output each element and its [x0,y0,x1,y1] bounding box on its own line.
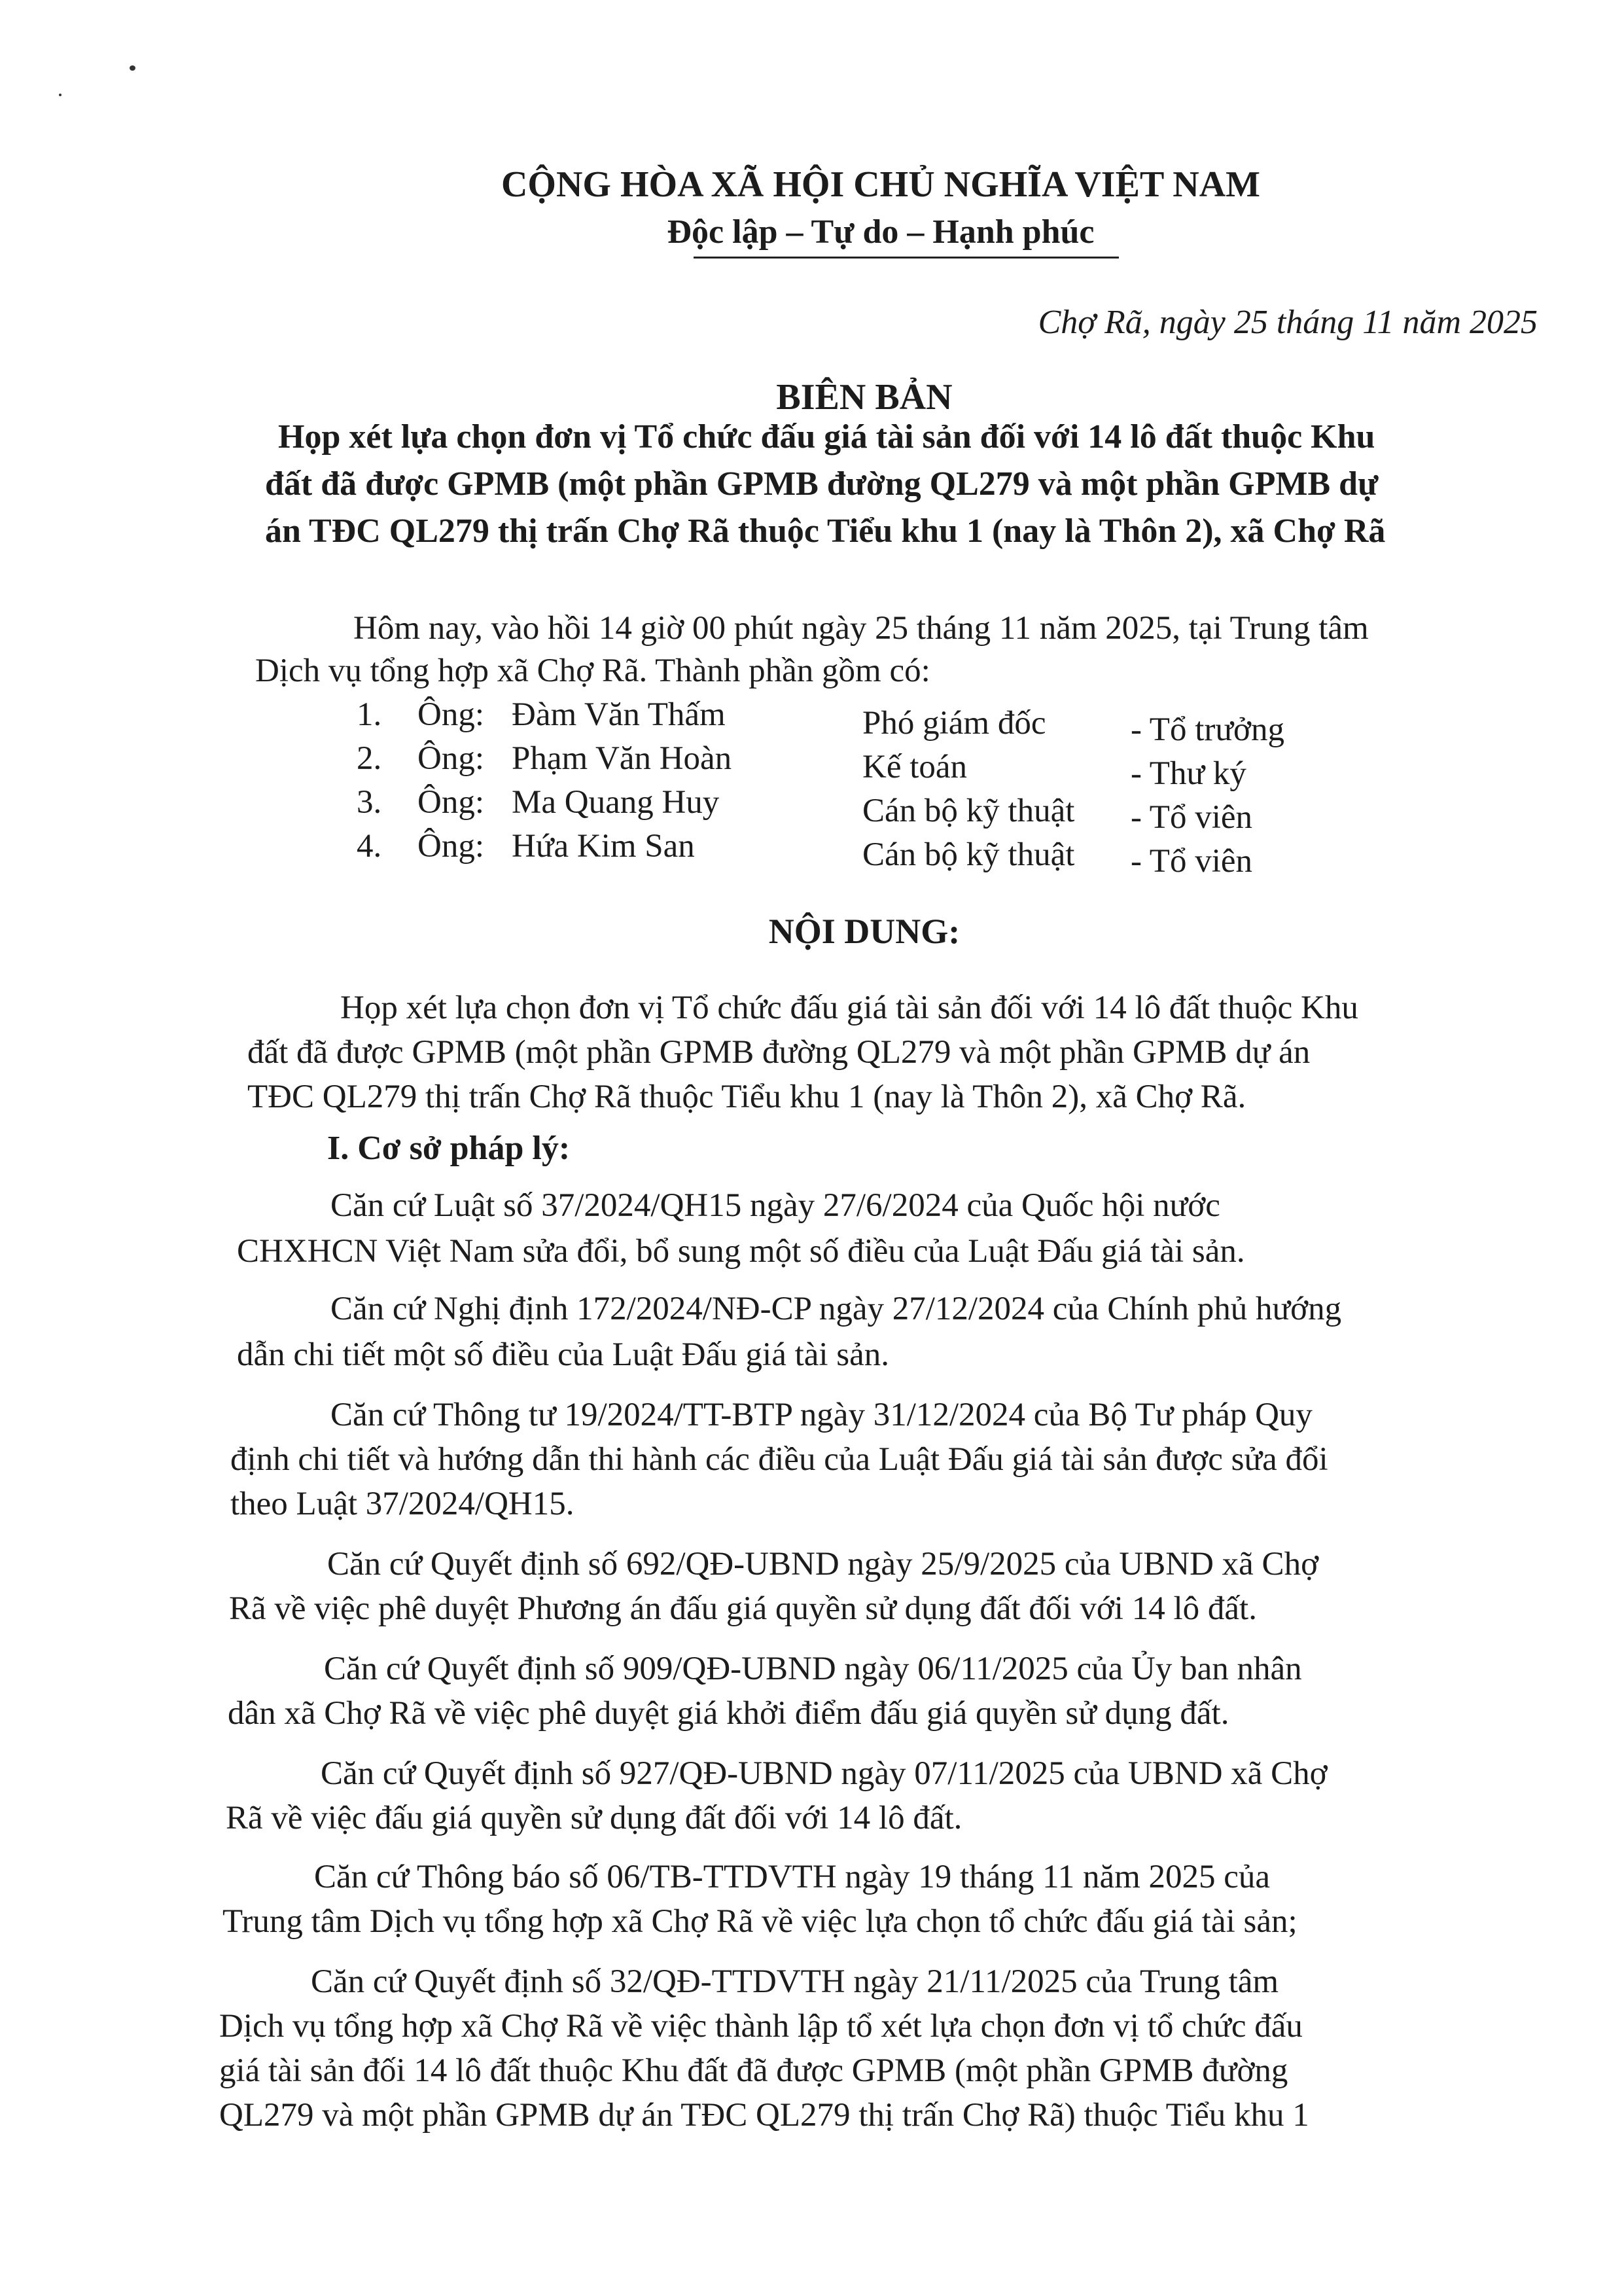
legal-item-line: theo Luật 37/2024/QH15. [230,1486,574,1522]
legal-item-line: Căn cứ Quyết định số 32/QĐ-TTDVTH ngày 21/11/2025 của Trung tâm [311,1963,1279,2000]
legal-item-line: Căn cứ Quyết định số 692/QĐ-UBND ngày 25/9/2025 của UBND xã Chợ [327,1546,1319,1582]
legal-item-line: dân xã Chợ Rã về việc phê duyệt giá khởi điểm đấu giá quyền sử dụng đất. [228,1695,1229,1732]
content-heading: NỘI DUNG: [768,912,961,951]
member-title: Ông: [417,696,484,733]
scan-speck [59,94,62,96]
intro-line: Hôm nay, vào hồi 14 giờ 00 phút ngày 25 tháng 11 năm 2025, tại Trung tâm [353,610,1369,647]
member-name: Hứa Kim San [512,828,695,865]
legal-item-line: Dịch vụ tổng hợp xã Chợ Rã về việc thành lập tổ xét lựa chọn đơn vị tổ chức đấu [219,2008,1303,2045]
scan-speck [130,65,135,71]
legal-item-line: Trung tâm Dịch vụ tổng hợp xã Chợ Rã về việc lựa chọn tổ chức đấu giá tài sản; [222,1903,1297,1940]
country-name: CỘNG HÒA XÃ HỘI CHỦ NGHĨA VIỆT NAM [501,164,1261,205]
document-title: BIÊN BẢN [776,377,953,418]
member-position: Cán bộ kỹ thuật [862,836,1075,873]
legal-item-line: định chi tiết và hướng dẫn thi hành các điều của Luật Đấu giá tài sản được sửa đổi [230,1441,1328,1478]
member-number: 4. [357,828,382,865]
member-role: - Tổ viên [1131,799,1253,836]
member-role: - Tổ trưởng [1131,711,1284,748]
motto-underline [694,257,1119,259]
member-name: Phạm Văn Hoàn [512,740,732,777]
motto: Độc lập – Tự do – Hạnh phúc [667,213,1095,251]
document-subtitle-line: đất đã được GPMB (một phần GPMB đường QL279 và một phần GPMB dự [265,465,1379,503]
content-line: TĐC QL279 thị trấn Chợ Rã thuộc Tiểu khu 1 (nay là Thôn 2), xã Chợ Rã. [247,1079,1246,1115]
member-position: Phó giám đốc [862,705,1046,742]
legal-item-line: Căn cứ Thông báo số 06/TB-TTDVTH ngày 19 tháng 11 năm 2025 của [314,1859,1271,1895]
member-name: Ma Quang Huy [512,784,720,821]
content-line: đất đã được GPMB (một phần GPMB đường QL279 và một phần GPMB dự án [247,1034,1311,1071]
member-title: Ông: [417,828,484,865]
member-role: - Tổ viên [1131,843,1253,880]
legal-item-line: Căn cứ Luật số 37/2024/QH15 ngày 27/6/2024 của Quốc hội nước [330,1187,1220,1224]
member-number: 1. [357,696,382,733]
legal-item-line: Căn cứ Quyết định số 909/QĐ-UBND ngày 06/11/2025 của Ủy ban nhân [324,1651,1302,1687]
legal-item-line: Căn cứ Nghị định 172/2024/NĐ-CP ngày 27/12/2024 của Chính phủ hướng [330,1291,1342,1327]
legal-item-line: Rã về việc đấu giá quyền sử dụng đất đối với 14 lô đất. [226,1800,962,1836]
content-line: Họp xét lựa chọn đơn vị Tổ chức đấu giá tài sản đối với 14 lô đất thuộc Khu [340,990,1358,1026]
member-name: Đàm Văn Thấm [512,696,726,733]
intro-line: Dịch vụ tổng hợp xã Chợ Rã. Thành phần gồm có: [255,652,930,689]
member-position: Kế toán [862,749,968,785]
member-number: 3. [357,784,382,821]
member-role: - Thư ký [1131,755,1246,792]
legal-item-line: CHXHCN Việt Nam sửa đổi, bổ sung một số điều của Luật Đấu giá tài sản. [237,1233,1245,1270]
document-subtitle-line: Họp xét lựa chọn đơn vị Tổ chức đấu giá tài sản đối với 14 lô đất thuộc Khu [278,418,1375,456]
legal-item-line: dẫn chi tiết một số điều của Luật Đấu giá tài sản. [237,1336,890,1373]
legal-item-line: Căn cứ Quyết định số 927/QĐ-UBND ngày 07/11/2025 của UBND xã Chợ [321,1755,1328,1792]
member-position: Cán bộ kỹ thuật [862,793,1075,829]
place-date: Chợ Rã, ngày 25 tháng 11 năm 2025 [1038,304,1538,341]
legal-item-line: QL279 và một phần GPMB dự án TĐC QL279 thị trấn Chợ Rã) thuộc Tiểu khu 1 [219,2097,1309,2134]
section-heading-legal-basis: I. Cơ sở pháp lý: [327,1130,571,1167]
legal-item-line: giá tài sản đối 14 lô đất thuộc Khu đất đã được GPMB (một phần GPMB đường [219,2052,1288,2089]
document-subtitle-line: án TĐC QL279 thị trấn Chợ Rã thuộc Tiểu khu 1 (nay là Thôn 2), xã Chợ Rã [265,512,1386,550]
legal-item-line: Căn cứ Thông tư 19/2024/TT-BTP ngày 31/12/2024 của Bộ Tư pháp Quy [330,1397,1313,1433]
member-title: Ông: [417,740,484,777]
member-number: 2. [357,740,382,777]
legal-item-line: Rã về việc phê duyệt Phương án đấu giá quyền sử dụng đất đối với 14 lô đất. [229,1590,1257,1627]
member-title: Ông: [417,784,484,821]
